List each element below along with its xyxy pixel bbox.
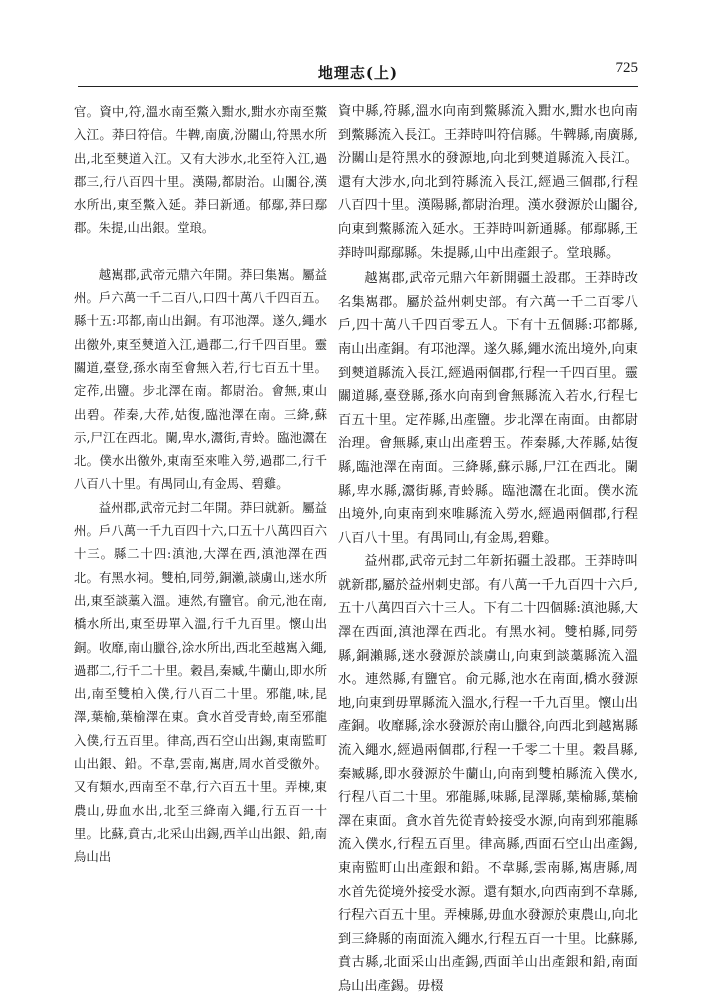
page-header bbox=[78, 56, 638, 87]
page-number: 725 bbox=[615, 60, 638, 76]
text-paragraph: 官。資中,符,溫水南至鱉入黚水,黚水亦南至鱉入江。莽曰符信。牛鞞,南廣,汾關山,符黑水所出,北至僰道入江。又有大涉水,北至符入江,過郡三,行八百四十里。漢陽,都尉治。山闟谷,漢水所出,東至鱉入延。莽曰新通。郁鄢,莽曰鄢郡。朱提,山出銀。堂琅。 bbox=[74, 104, 327, 236]
running-title: 地理志(上) bbox=[317, 64, 399, 82]
translation-paragraph: 益州郡,武帝元封二年新拓疆土設郡。王莽時叫就新郡,屬於益州刺史部。有八萬一千九百四十六戶,五十八萬四百六十三人。下有二十四個縣:滇池縣,大澤在西面,滇池澤在西北。有黑水祠。雙柏縣,同勞縣,銅瀨縣,迷水發源於談虜山,向東到談藁縣流入溫水。連然縣,有鹽官。俞元縣,池水在南面,橋水發源地,向東到毋單縣流入溫水,行程一千九百里。懷山出產銅。收靡縣,涂水發源於南山臘谷,向西北到越嶲縣流入繩水,經過兩個郡,行程一千零二十里。穀昌縣,秦臧縣,即水發源於牛蘭山,向南到雙柏縣流入僕水,行程八百二十里。邪龍縣,味縣,昆澤縣,葉榆縣,葉榆澤在東面。貪水首先從青蛉接受水源,向南到邪龍縣流入僕水,行程五百里。律高縣,西面石空山出產錫,東南監町山出產銀和鉛。不韋縣,雲南縣,嶲唐縣,周水首先從境外接受水源。還有類水,向西南到不韋縣,行程六百五十里。弄棟縣,毋血水發源於東農山,向北到三絳縣的南面流入繩水,行程五百一十里。比蘇縣,賁古縣,北面采山出產錫,西面羊山出產銀和鉛,南面烏山出產錫。毋棳 bbox=[338, 554, 638, 994]
text-paragraph: 益州郡,武帝元封二年開。莽曰就新。屬益州。戶八萬一千九百四十六,口五十八萬四百六十三。縣二十四:滇池,大澤在西,滇池澤在西北。有黑水祠。雙柏,同勞,銅瀨,談虜山,迷水所出,東至談藁入溫。連然,有鹽官。俞元,池在南,橋水所出,東至毋單入溫,行千九百里。懷山出銅。收靡,南山臘谷,涂水所出,西北至越嶲入繩,過郡二,行千二十里。穀昌,秦臧,牛蘭山,即水所出,南至雙柏入僕,行八百二十里。邪龍,味,昆澤,葉榆,葉榆澤在東。貪水首受青蛉,南至邪龍入僕,行五百里。律高,西石空山出錫,東南監町山出銀、鉛。不韋,雲南,嶲唐,周水首受徼外。又有類水,西南至不韋,行六百五十里。弄棟,東農山,毋血水出,北至三絳南入繩,行五百一十里。比蘇,賁古,北采山出錫,西羊山出銀、鉛,南烏山出 bbox=[74, 499, 327, 865]
original-text-column bbox=[74, 100, 327, 970]
text-paragraph: 越嶲郡,武帝元鼎六年開。莽曰集嶲。屬益州。戶六萬一千二百八,口四十萬八千四百五。縣十五:邛都,南山出銅。有邛池澤。遂久,繩水出徼外,東至僰道入江,過郡二,行千四百里。靈關道,臺登,孫水南至會無入若,行七百五十里。定莋,出鹽。步北澤在南。都尉治。會無,東山出碧。莋秦,大莋,姑復,臨池澤在南。三絳,蘇示,尸江在西北。闌,卑水,灊街,青蛉。臨池灊在北。僕水出徼外,東南至來唯入勞,過郡二,行千八百八十里。有禺同山,有金馬、碧雞。 bbox=[74, 266, 327, 492]
translation-column bbox=[338, 100, 638, 994]
translation-paragraph: 越嶲郡,武帝元鼎六年新開疆土設郡。王莽時改名集嶲郡。屬於益州刺史部。有六萬一千二百零八戶,四十萬八千四百零五人。下有十五個縣:邛都縣,南山出產銅。有邛池澤。遂久縣,繩水流出境外,向東到僰道縣流入長江,經過兩個郡,行程一千四百里。靈關道縣,臺登縣,孫水向南到會無縣流入若水,行程七百五十里。定莋縣,出產鹽。步北澤在南面。由都尉治理。會無縣,東山出產碧玉。莋秦縣,大莋縣,姑復縣,臨池澤在南面。三絳縣,蘇示縣,尸江在西北。闌縣,卑水縣,灊街縣,青蛉縣。臨池灊在北面。僕水流出境外,向東南到來唯縣流入勞水,經過兩個郡,行程八百八十里。有禺同山,有金馬,碧雞。 bbox=[338, 271, 638, 546]
translation-paragraph: 資中縣,符縣,溫水向南到鱉縣流入黚水,黚水也向南到鱉縣流入長江。王莽時叫符信縣。牛鞞縣,南廣縣,汾關山是符黑水的發源地,向北到僰道縣流入長江。還有大涉水,向北到符縣流入長江,經過三個郡,行程八百四十里。漢陽縣,都尉治理。漢水發源於山闟谷,向東到鱉縣流入延水。王莽時叫新通縣。郁鄢縣,王莽時叫鄢鄢縣。朱提縣,山中出產銀子。堂琅縣。 bbox=[338, 104, 638, 261]
